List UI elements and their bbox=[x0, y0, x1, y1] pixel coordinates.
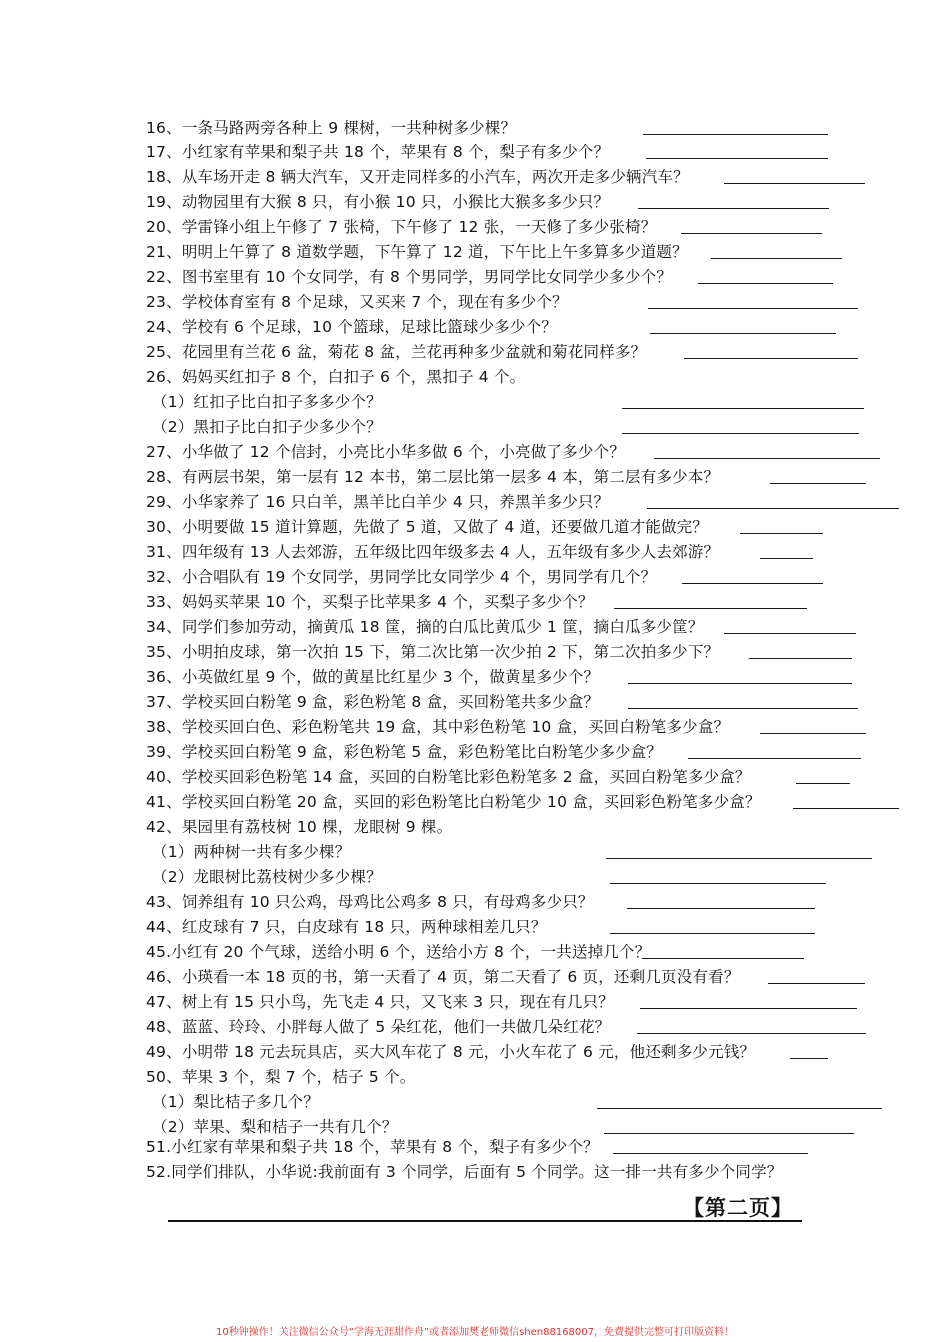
page-rule bbox=[168, 1220, 802, 1222]
question-44: 44、红皮球有 7 只，白皮球有 18 只，两种球相差几只？ bbox=[146, 918, 547, 936]
answer-line-33[interactable] bbox=[614, 608, 807, 609]
question-31: 31、四年级有 13 人去郊游，五年级比四年级多去 4 人，五年级有多少人去郊游？ bbox=[146, 543, 720, 561]
question-34: 34、同学们参加劳动，摘黄瓜 18 筐，摘的白瓜比黄瓜少 1 筐，摘白瓜多少筐？ bbox=[146, 618, 704, 636]
question-48: 48、蓝蓝、玲玲、小胖每人做了 5 朵红花，他们一共做几朵红花？ bbox=[146, 1018, 611, 1036]
answer-line-50-2[interactable] bbox=[604, 1133, 854, 1134]
question-42: 42、果园里有荔枝树 10 棵，龙眼树 9 棵。 bbox=[146, 818, 453, 836]
question-27: 27、小华做了 12 个信封，小亮比小华多做 6 个，小亮做了多少个？ bbox=[146, 443, 626, 461]
answer-line-42-2[interactable] bbox=[610, 883, 826, 884]
question-45: 45.小红有 20 个气球，送给小明 6 个，送给小方 8 个，一共送掉几个？ bbox=[146, 943, 651, 961]
question-52: 52.同学们排队，小华说:我前面有 3 个同学，后面有 5 个同学。这一排一共有多少个同学？ bbox=[146, 1163, 783, 1181]
page-label: 【第二页】 bbox=[683, 1196, 793, 1220]
answer-line-21[interactable] bbox=[711, 258, 842, 259]
question-38: 38、学校买回白色、彩色粉笔共 19 盒，其中彩色粉笔 10 盒，买回白粉笔多少盒？ bbox=[146, 718, 730, 736]
question-39: 39、学校买回白粉笔 9 盒，彩色粉笔 5 盒，彩色粉笔比白粉笔少多少盒？ bbox=[146, 743, 663, 761]
question-49: 49、小明带 18 元去玩具店，买大风车花了 8 元，小火车花了 6 元，他还剩多少元钱？ bbox=[146, 1043, 756, 1061]
question-50: 50、苹果 3 个，梨 7 个，桔子 5 个。 bbox=[146, 1068, 416, 1086]
footer-note: 10秒钟操作！关注微信公众号“学海无涯甜作舟”或者添加樊老师微信shen88168007，免费提供完整可打印版资料！ bbox=[215, 1327, 735, 1338]
answer-line-31[interactable] bbox=[760, 558, 813, 559]
answer-line-26-2[interactable] bbox=[622, 433, 859, 434]
answer-line-36[interactable] bbox=[628, 683, 852, 684]
question-26-1: （1）红扣子比白扣子多多少个？ bbox=[152, 393, 382, 411]
question-26: 26、妈妈买红扣子 8 个，白扣子 6 个，黑扣子 4 个。 bbox=[146, 368, 526, 386]
answer-line-25[interactable] bbox=[684, 358, 858, 359]
answer-line-42-1[interactable] bbox=[606, 858, 872, 859]
answer-line-19[interactable] bbox=[638, 208, 829, 209]
answer-line-49[interactable] bbox=[790, 1058, 828, 1059]
answer-line-39[interactable] bbox=[688, 758, 861, 759]
answer-line-23[interactable] bbox=[648, 308, 858, 309]
answer-line-20[interactable] bbox=[681, 233, 822, 234]
answer-line-32[interactable] bbox=[682, 583, 823, 584]
question-42-1: （1）两种树一共有多少棵？ bbox=[152, 843, 351, 861]
answer-line-35[interactable] bbox=[749, 658, 852, 659]
question-28: 28、有两层书架，第一层有 12 本书，第二层比第一层多 4 本，第二层有多少本？ bbox=[146, 468, 720, 486]
answer-line-28[interactable] bbox=[770, 483, 866, 484]
answer-line-29[interactable] bbox=[647, 508, 899, 509]
question-26-2: （2）黑扣子比白扣子少多少个？ bbox=[152, 418, 382, 436]
question-43: 43、饲养组有 10 只公鸡，母鸡比公鸡多 8 只，有母鸡多少只？ bbox=[146, 893, 594, 911]
answer-line-51[interactable] bbox=[613, 1153, 808, 1154]
question-29: 29、小华家养了 16 只白羊，黑羊比白羊少 4 只，养黑羊多少只？ bbox=[146, 493, 610, 511]
question-17: 17、小红家有苹果和梨子共 18 个，苹果有 8 个，梨子有多少个？ bbox=[146, 143, 610, 161]
answer-line-50-1[interactable] bbox=[597, 1108, 882, 1109]
question-22: 22、图书室里有 10 个女同学，有 8 个男同学，男同学比女同学少多少个？ bbox=[146, 268, 673, 286]
question-42-2: （2）龙眼树比荔枝树少多少棵？ bbox=[152, 868, 382, 886]
question-47: 47、树上有 15 只小鸟，先飞走 4 只，又飞来 3 只，现在有几只？ bbox=[146, 993, 614, 1011]
answer-line-43[interactable] bbox=[627, 908, 815, 909]
question-20: 20、学雷锋小组上午修了 7 张椅，下午修了 12 张，一天修了多少张椅？ bbox=[146, 218, 657, 236]
answer-line-24[interactable] bbox=[650, 333, 836, 334]
question-50-2: （2）苹果、梨和桔子一共有几个？ bbox=[152, 1118, 398, 1136]
question-21: 21、明明上午算了 8 道数学题，下午算了 12 道，下午比上午多算多少道题？ bbox=[146, 243, 688, 261]
question-33: 33、妈妈买苹果 10 个，买梨子比苹果多 4 个，买梨子多少个？ bbox=[146, 593, 594, 611]
question-40: 40、学校买回彩色粉笔 14 盒，买回的白粉笔比彩色粉笔多 2 盒，买回白粉笔多少盒？ bbox=[146, 768, 751, 786]
question-50-1: （1）梨比桔子多几个？ bbox=[152, 1093, 320, 1111]
answer-line-41[interactable] bbox=[793, 808, 899, 809]
answer-line-47[interactable] bbox=[640, 1008, 857, 1009]
answer-line-27[interactable] bbox=[654, 458, 880, 459]
question-36: 36、小英做红星 9 个，做的黄星比红星少 3 个，做黄星多少个？ bbox=[146, 668, 600, 686]
question-37: 37、学校买回白粉笔 9 盒，彩色粉笔 8 盒，买回粉笔共多少盒？ bbox=[146, 693, 600, 711]
answer-line-46[interactable] bbox=[768, 983, 865, 984]
answer-line-38[interactable] bbox=[760, 733, 866, 734]
question-32: 32、小合唱队有 19 个女同学，男同学比女同学少 4 个，男同学有几个？ bbox=[146, 568, 657, 586]
answer-line-16[interactable] bbox=[643, 134, 828, 135]
answer-line-22[interactable] bbox=[698, 283, 833, 284]
answer-line-37[interactable] bbox=[628, 708, 858, 709]
question-23: 23、学校体育室有 8 个足球，又买来 7 个，现在有多少个？ bbox=[146, 293, 568, 311]
answer-line-17[interactable] bbox=[646, 158, 828, 159]
question-46: 46、小瑛看一本 18 页的书，第一天看了 4 页，第二天看了 6 页，还剩几页没有看？ bbox=[146, 968, 740, 986]
answer-line-45[interactable] bbox=[642, 958, 804, 959]
answer-line-48[interactable] bbox=[637, 1033, 866, 1034]
answer-line-44[interactable] bbox=[610, 933, 815, 934]
question-30: 30、小明要做 15 道计算题，先做了 5 道，又做了 4 道，还要做几道才能做完？ bbox=[146, 518, 709, 536]
answer-line-34[interactable] bbox=[724, 633, 856, 634]
answer-line-26-1[interactable] bbox=[622, 408, 864, 409]
question-35: 35、小明拍皮球，第一次拍 15 下，第二次比第一次少拍 2 下，第二次拍多少下？ bbox=[146, 643, 720, 661]
question-19: 19、动物园里有大猴 8 只，有小猴 10 只，小猴比大猴多多少只？ bbox=[146, 193, 610, 211]
question-25: 25、花园里有兰花 6 盆，菊花 8 盆，兰花再种多少盆就和菊花同样多？ bbox=[146, 343, 647, 361]
answer-line-18[interactable] bbox=[724, 183, 865, 184]
question-41: 41、学校买回白粉笔 20 盒，买回的彩色粉笔比白粉笔少 10 盒，买回彩色粉笔多少盒？ bbox=[146, 793, 761, 811]
answer-line-40[interactable] bbox=[796, 783, 850, 784]
question-16: 16、一条马路两旁各种上 9 棵树，一共种树多少棵？ bbox=[146, 119, 517, 137]
question-51: 51.小红家有苹果和梨子共 18 个，苹果有 8 个，梨子有多少个？ bbox=[146, 1138, 599, 1156]
question-24: 24、学校有 6 个足球，10 个篮球，足球比篮球少多少个？ bbox=[146, 318, 558, 336]
answer-line-30[interactable] bbox=[740, 533, 823, 534]
question-18: 18、从车场开走 8 辆大汽车，又开走同样多的小汽车，两次开走多少辆汽车？ bbox=[146, 168, 689, 186]
